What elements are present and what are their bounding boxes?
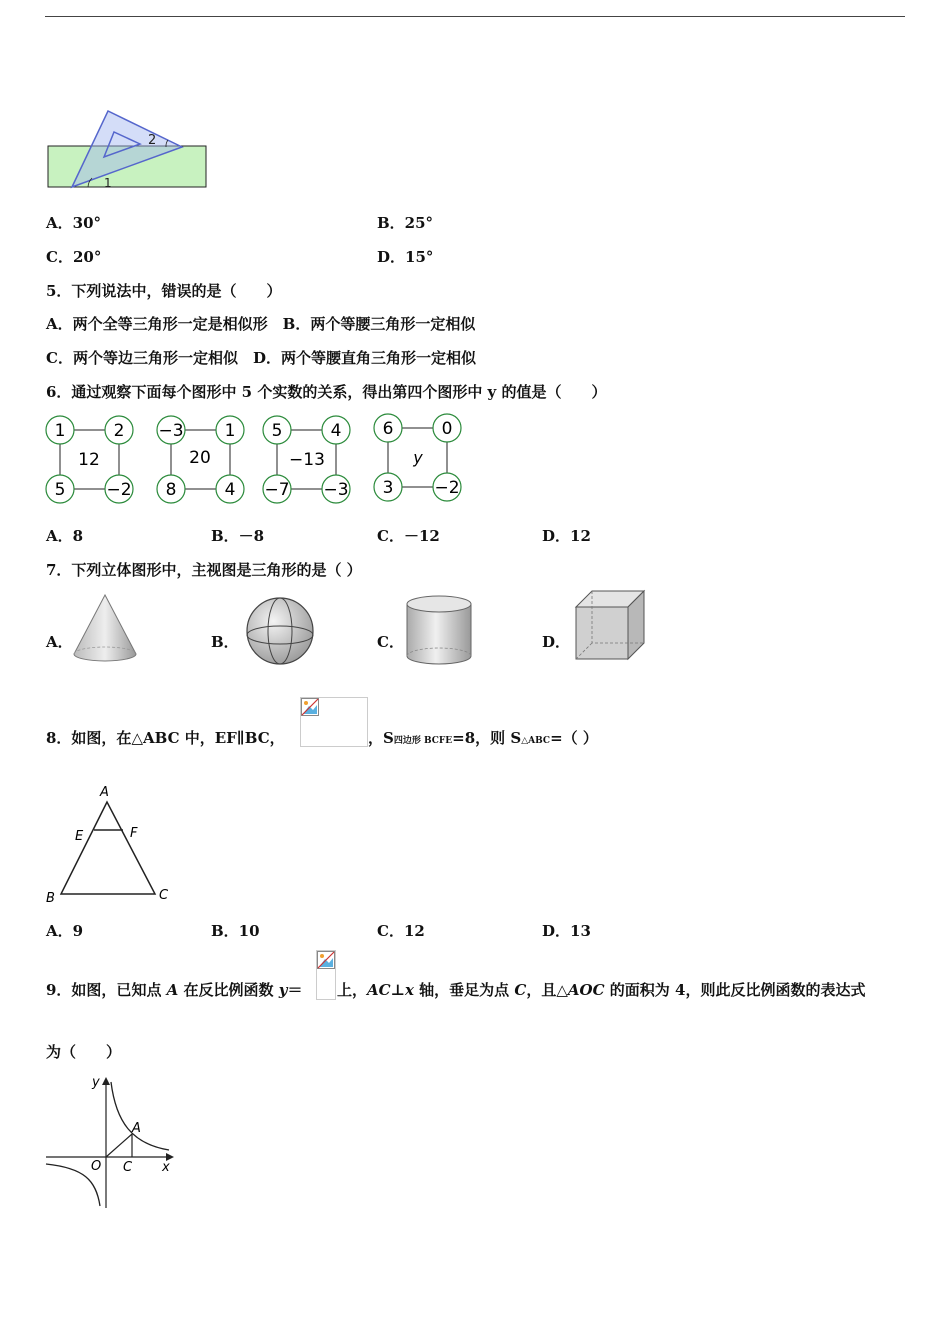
svg-text:1: 1 <box>224 421 236 441</box>
svg-text:4: 4 <box>224 480 236 500</box>
svg-text:−2: −2 <box>434 478 460 498</box>
q9-stem-a: 9．如图，已知点 A 在反比例函数 y＝ <box>46 981 303 999</box>
svg-text:2: 2 <box>113 421 125 441</box>
svg-text:x: x <box>162 1160 170 1175</box>
svg-text:y: y <box>413 448 423 467</box>
svg-text:5: 5 <box>54 480 66 500</box>
svg-text:0: 0 <box>441 419 453 439</box>
q9-formula-image <box>316 950 336 1000</box>
cone-image <box>70 592 140 664</box>
svg-text:C: C <box>123 1160 133 1175</box>
svg-text:4: 4 <box>330 421 342 441</box>
q6-option-c[interactable]: C．－12 <box>377 527 440 545</box>
q7-option-b[interactable]: B． <box>211 633 239 651</box>
q8-option-a[interactable]: A．9 <box>46 922 84 940</box>
svg-text:20: 20 <box>189 448 211 468</box>
q6-stem: 6．通过观察下面每个图形中 5 个实数的关系，得出第四个图形中 y 的值是（ ） <box>46 383 607 401</box>
svg-text:5: 5 <box>271 421 283 441</box>
svg-text:y: y <box>92 1075 100 1090</box>
q5-options-line1: A．两个全等三角形一定是相似形 B．两个等腰三角形一定相似 <box>46 315 476 333</box>
svg-text:F: F <box>130 826 138 841</box>
q4-option-c[interactable]: C．20° <box>46 248 102 266</box>
svg-text:A: A <box>100 785 109 800</box>
q7-stem: 7．下列立体图形中，主视图是三角形的是（ ） <box>46 561 362 579</box>
q4-option-d[interactable]: D．15° <box>377 248 434 266</box>
q7-option-a[interactable]: A． <box>46 633 73 651</box>
header-rule <box>45 16 905 17</box>
q4-option-a[interactable]: A．30° <box>46 214 102 232</box>
svg-text:O: O <box>91 1159 102 1174</box>
q6-option-d[interactable]: D．12 <box>542 527 591 545</box>
svg-text:−3: −3 <box>158 421 184 441</box>
q8-triangle-figure <box>44 780 178 908</box>
svg-text:12: 12 <box>78 450 100 470</box>
q6-figure-4 <box>374 414 461 501</box>
svg-text:C: C <box>159 888 169 903</box>
cylinder-image <box>404 594 474 668</box>
svg-text:6: 6 <box>382 419 394 439</box>
q6-option-a[interactable]: A．8 <box>46 527 84 545</box>
q7-option-c[interactable]: C． <box>377 633 404 651</box>
q8-option-d[interactable]: D．13 <box>542 922 591 940</box>
svg-text:A: A <box>132 1121 141 1136</box>
q8-stem-a: 8．如图，在△ABC 中，EF∥BC， <box>46 729 285 747</box>
svg-text:3: 3 <box>382 478 394 498</box>
angle-2-label: 2 <box>148 133 157 148</box>
svg-text:−3: −3 <box>323 480 349 500</box>
svg-text:B: B <box>46 891 55 906</box>
broken-image-icon <box>301 698 319 716</box>
svg-text:1: 1 <box>54 421 66 441</box>
svg-text:8: 8 <box>165 480 177 500</box>
q5-options-line2: C．两个等边三角形一定相似 D．两个等腰直角三角形一定相似 <box>46 349 476 367</box>
q8-option-b[interactable]: B．10 <box>211 922 260 940</box>
q9-graph-figure <box>44 1072 179 1210</box>
svg-text:−7: −7 <box>264 480 290 500</box>
q8-stem-rest: ，S四边形 BCFE=8，则 S△ABC=（ ） <box>368 729 598 747</box>
q8-formula-image <box>300 697 368 747</box>
q4-figure <box>44 105 214 193</box>
q8-option-c[interactable]: C．12 <box>377 922 425 940</box>
angle-1-label: 1 <box>104 176 112 190</box>
q6-figure-3 <box>263 416 350 503</box>
svg-text:−2: −2 <box>106 480 132 500</box>
q7-option-d[interactable]: D． <box>542 633 571 651</box>
q6-figure-2 <box>157 416 244 503</box>
q9-stem-b: 上，AC⊥x 轴，垂足为点 C，且△AOC 的面积为 4，则此反比例函数的表达式 <box>337 981 866 999</box>
svg-text:E: E <box>75 829 84 844</box>
q9-stem-line2: 为（ ） <box>46 1043 122 1061</box>
broken-image-icon <box>317 951 335 969</box>
sphere-image <box>244 595 318 667</box>
cube-image <box>574 589 646 663</box>
svg-text:−13: −13 <box>289 450 325 470</box>
q6-figure-1 <box>46 416 133 503</box>
q4-option-b[interactable]: B．25° <box>377 214 434 232</box>
q6-option-b[interactable]: B．－8 <box>211 527 265 545</box>
q6-figures <box>44 413 468 507</box>
q5-stem: 5．下列说法中，错误的是（ ） <box>46 282 282 300</box>
